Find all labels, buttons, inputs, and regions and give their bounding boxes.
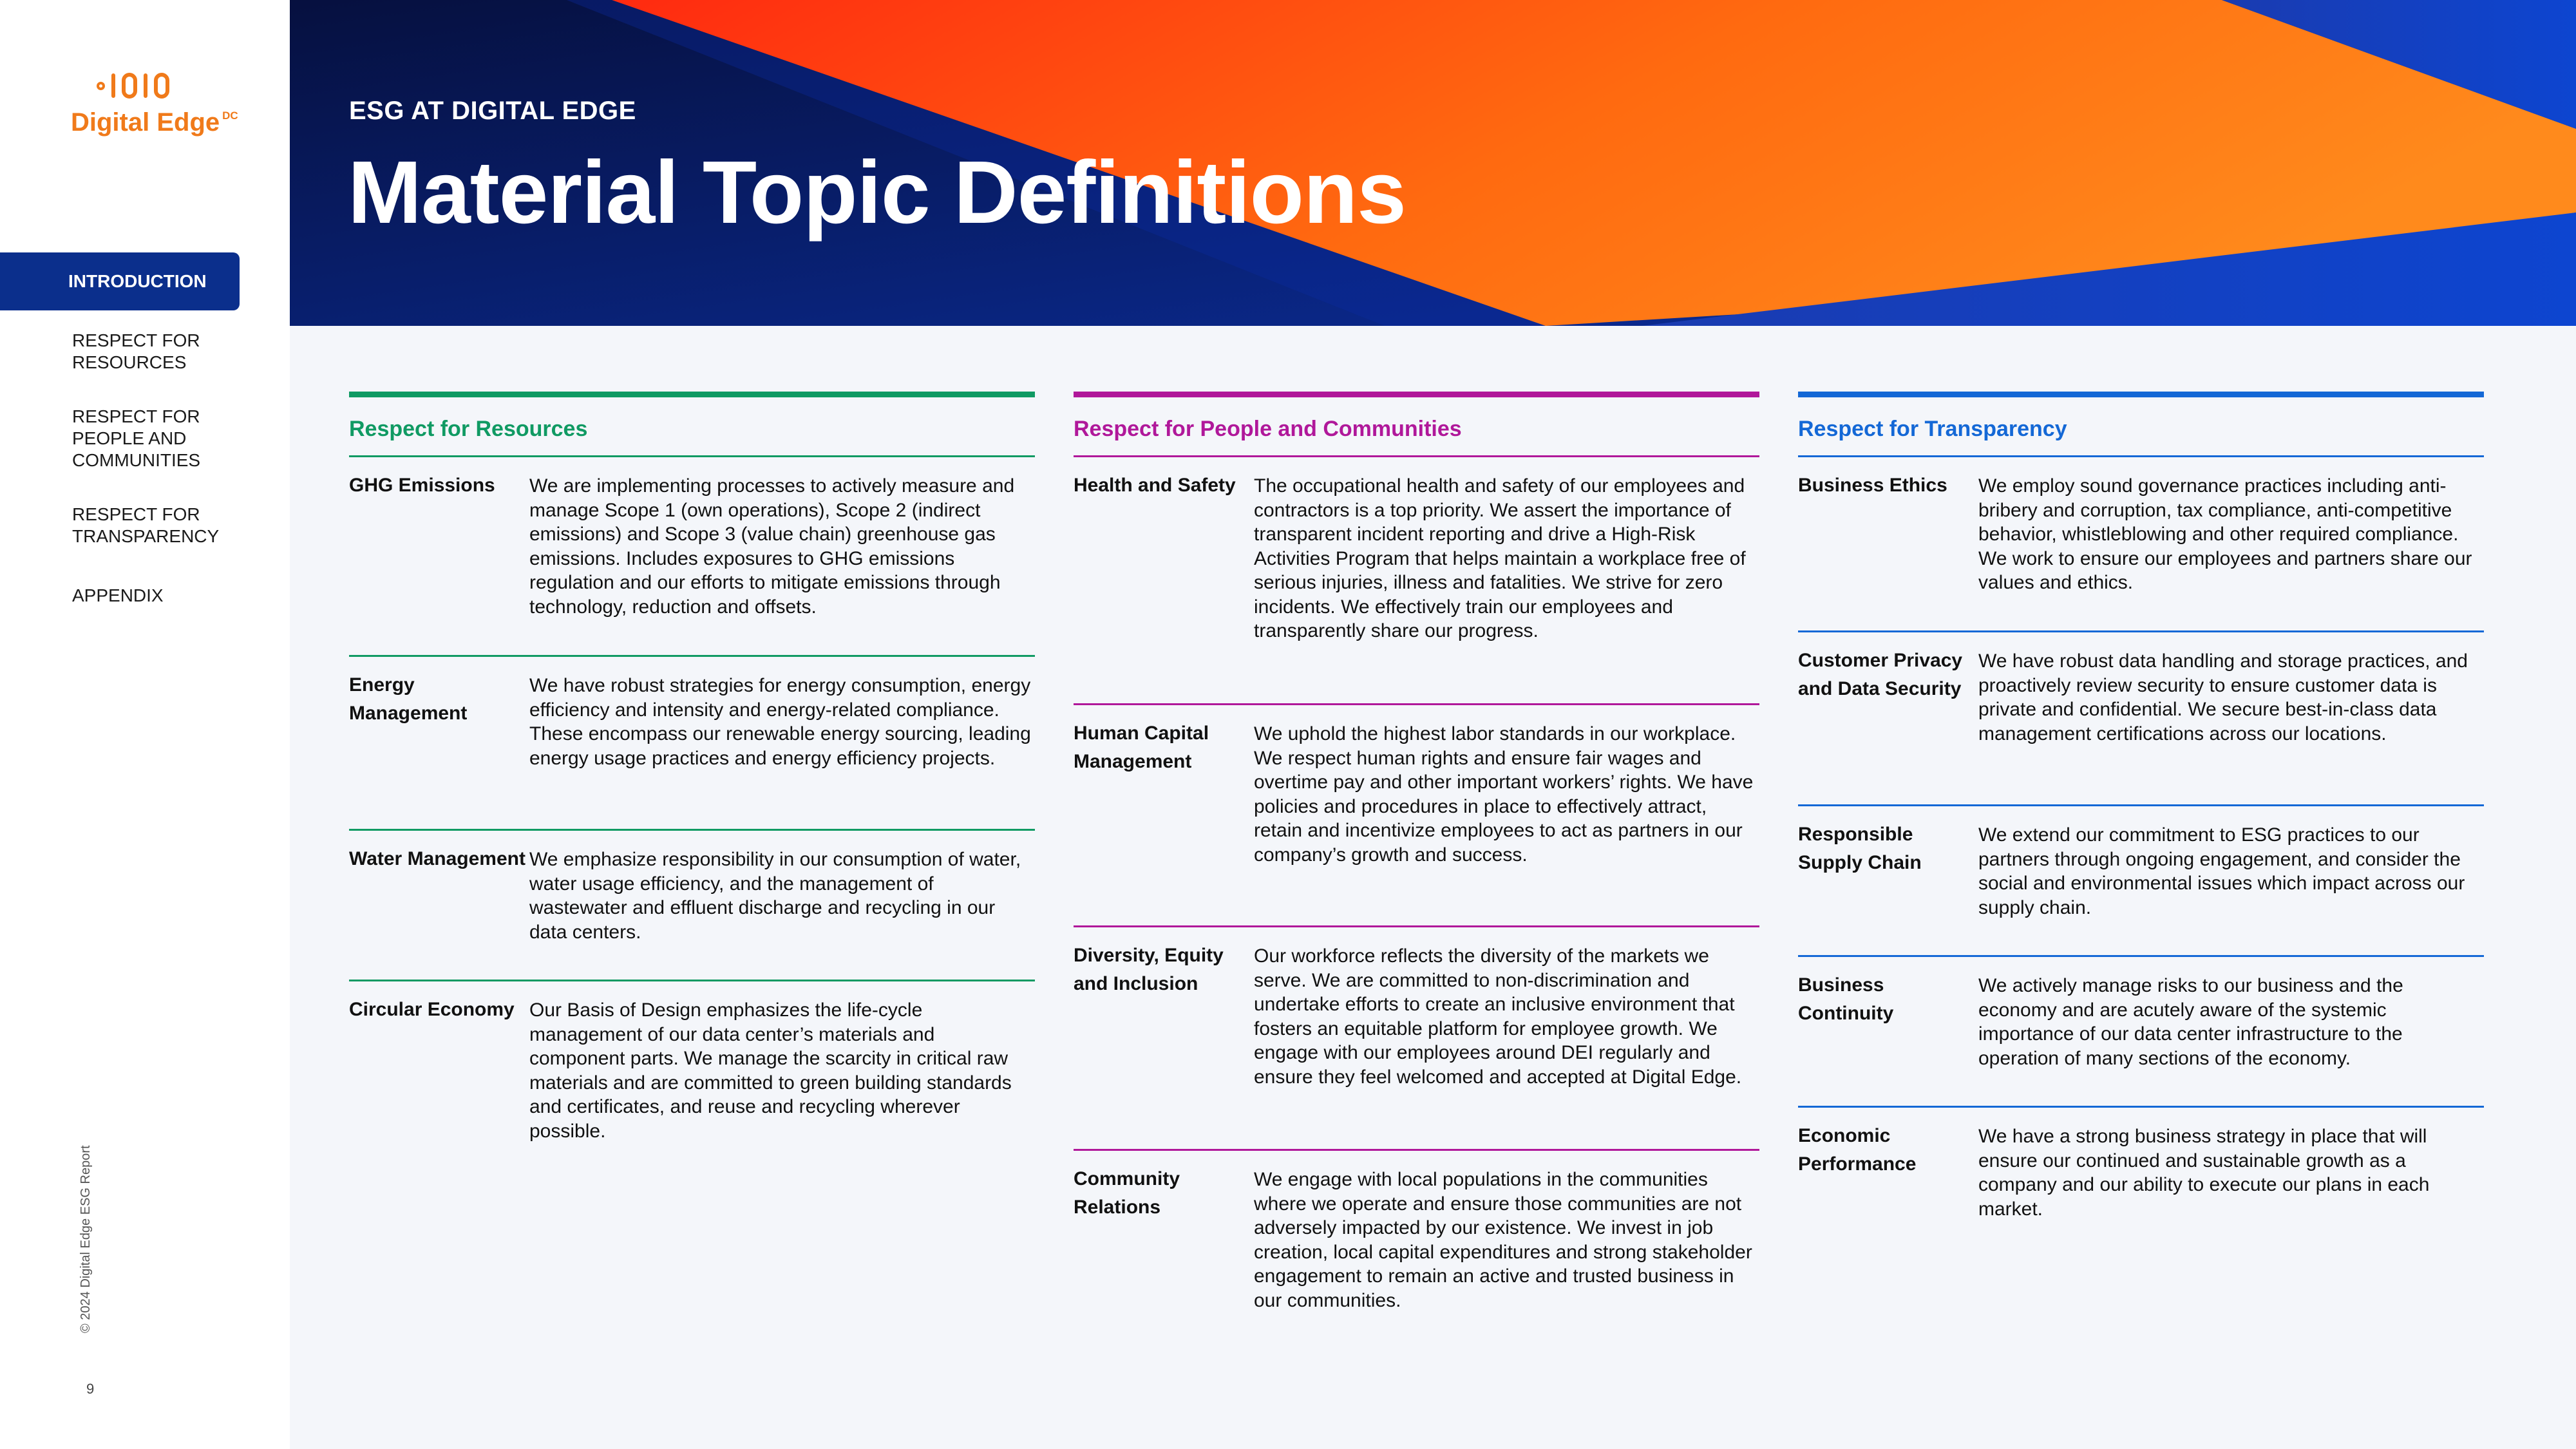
column-respect-for-people-and-communities [1074, 392, 1759, 1363]
brand-logo[interactable] [71, 70, 238, 147]
topic-definition: We uphold the highest labor standards in our workplace. We respect human rights and ensure fair wages and overtime pay and other important workers’ rights. We have policies and procedures in place to effectively attract, retain and incentivize employees to act as partners in our company’s growth and success. [1254, 723, 1754, 866]
topic-row [1074, 705, 1759, 927]
topic-definition: Our Basis of Design emphasizes the life-cycle management of our data center’s materials and component parts. We manage the scarcity in critical raw materials and are committed to green building standards and certificates, and reuse and recycling wherever possible. [529, 999, 1012, 1142]
column-accent-rule [1074, 392, 1759, 397]
column-title: Respect for Resources [349, 397, 1035, 457]
topic-row [349, 657, 1035, 831]
topic-definition: We engage with local populations in the communities where we operate and ensure those communities are not adversely impacted by our existence. We invest in job creation, local capital expenditures and strong stakeholder engagement to remain an active and trusted business in our communities. [1254, 1169, 1752, 1311]
topic-definition: We have robust data handling and storage practices, and proactively review security to ensure customer data is private and confidential. We secure best-in-class data management certifications across our locations. [1978, 650, 2468, 744]
section-nav [0, 252, 290, 607]
topic-row [349, 981, 1035, 1162]
nav-item-introduction[interactable]: INTRODUCTION [0, 252, 240, 310]
nav-item-respect-for-transparency[interactable]: RESPECT FOR TRANSPARENCY [72, 504, 220, 546]
sidebar [0, 0, 290, 1449]
page-title: Material Topic Definitions [348, 143, 1406, 242]
topic-term: Water Management [349, 848, 526, 869]
column-title: Respect for Transparency [1798, 397, 2484, 457]
logo-wordmark: Digital Edge $^{DC}$ [71, 108, 238, 137]
topic-term: Human Capital Management [1074, 723, 1209, 772]
column-accent-rule [349, 392, 1035, 397]
topic-term: Community Relations [1074, 1168, 1180, 1218]
topic-row [1798, 457, 2484, 632]
topic-definition: We emphasize responsibility in our consumption of water, water usage efficiency, and the management of wastewater and effluent discharge and recycling in our data centers. [529, 849, 1021, 943]
topic-row [349, 457, 1035, 657]
topic-term: Business Continuity [1798, 974, 1894, 1024]
topic-definition: Our workforce reflects the diversity of the markets we serve. We are committed to non-discrimination and undertake efforts to create an inclusive environment that fosters an equitable platform for employee growth. We engage with our employees around DEI regularly and ensure they feel welcomed and accepted at Digital Edge. [1254, 945, 1742, 1088]
logo-mark-icon [97, 70, 169, 102]
topic-term: Diversity, Equity and Inclusion [1074, 945, 1224, 994]
topic-definition: We have robust strategies for energy consumption, energy efficiency and intensity and energy-related compliance. These encompass our renewable energy sourcing, leading energy usage practices and energy efficiency projects. [529, 675, 1031, 769]
topic-term: Economic Performance [1798, 1125, 1917, 1175]
topic-term: Health and Safety [1074, 475, 1236, 496]
column-accent-rule [1798, 392, 2484, 397]
column-respect-for-resources [349, 392, 1035, 1162]
nav-item-respect-for-people-and-communities[interactable]: RESPECT FOR PEOPLE AND COMMUNITIES [72, 406, 201, 470]
column-respect-for-transparency [1798, 392, 2484, 1249]
topic-term: Circular Economy [349, 999, 515, 1020]
nav-item-respect-for-resources[interactable]: RESPECT FOR RESOURCES [72, 330, 200, 372]
copyright-text: © 2024 Digital Edge ESG Report [79, 1145, 93, 1333]
topic-row [1798, 1108, 2484, 1249]
topic-row [1798, 632, 2484, 806]
topic-definition: We extend our commitment to ESG practices to our partners through ongoing engagement, and consider the social and environmental issues which impact across our supply chain. [1978, 824, 2465, 918]
topic-row [1798, 957, 2484, 1108]
page-number: 9 [86, 1381, 95, 1397]
topic-term: Business Ethics [1798, 475, 1947, 496]
topic-term: Responsible Supply Chain [1798, 824, 1922, 873]
nav-item-appendix[interactable]: APPENDIX [72, 585, 164, 605]
topic-term: Energy Management [349, 674, 468, 724]
topic-row [1798, 806, 2484, 957]
topic-row [1074, 927, 1759, 1151]
topic-term: Customer Privacy and Data Security [1798, 650, 1963, 699]
section-eyebrow: ESG AT DIGITAL EDGE [349, 97, 636, 125]
topic-definition: We have a strong business strategy in place that will ensure our continued and sustainable growth as a company and our ability to execute our plans in each market. [1978, 1126, 2430, 1220]
topic-definition: We actively manage risks to our business and the economy and are acutely aware of the systemic importance of our data center infrastructure to the operation of many sections of the economy. [1978, 975, 2403, 1069]
topic-row [349, 831, 1035, 981]
topic-definition: We are implementing processes to actively measure and manage Scope 1 (own operations), Scope 2 (indirect emissions) and Scope 3 (value chain) greenhouse gas emissions. Includes exposures to GHG emissions regulation and our efforts to mitigate emissions through technology, reduction and offsets. [529, 475, 1015, 618]
topic-definition: The occupational health and safety of our employees and contractors is a top priority. We assert the importance of transparent incident reporting and drive a High-Risk Activities Program that helps maintain a workplace free of serious injuries, illness and fatalities. We strive for zero incidents. We effectively train our employees and transparently share our progress. [1254, 475, 1746, 641]
topic-row [1074, 1151, 1759, 1363]
topic-term: GHG Emissions [349, 475, 495, 496]
topic-row [1074, 457, 1759, 705]
column-title: Respect for People and Communities [1074, 397, 1759, 457]
topic-definition: We employ sound governance practices including anti-bribery and corruption, tax compliance, anti-competitive behavior, whistleblowing and other required compliance. We work to ensure our employees and partners share our values and ethics. [1978, 475, 2472, 593]
